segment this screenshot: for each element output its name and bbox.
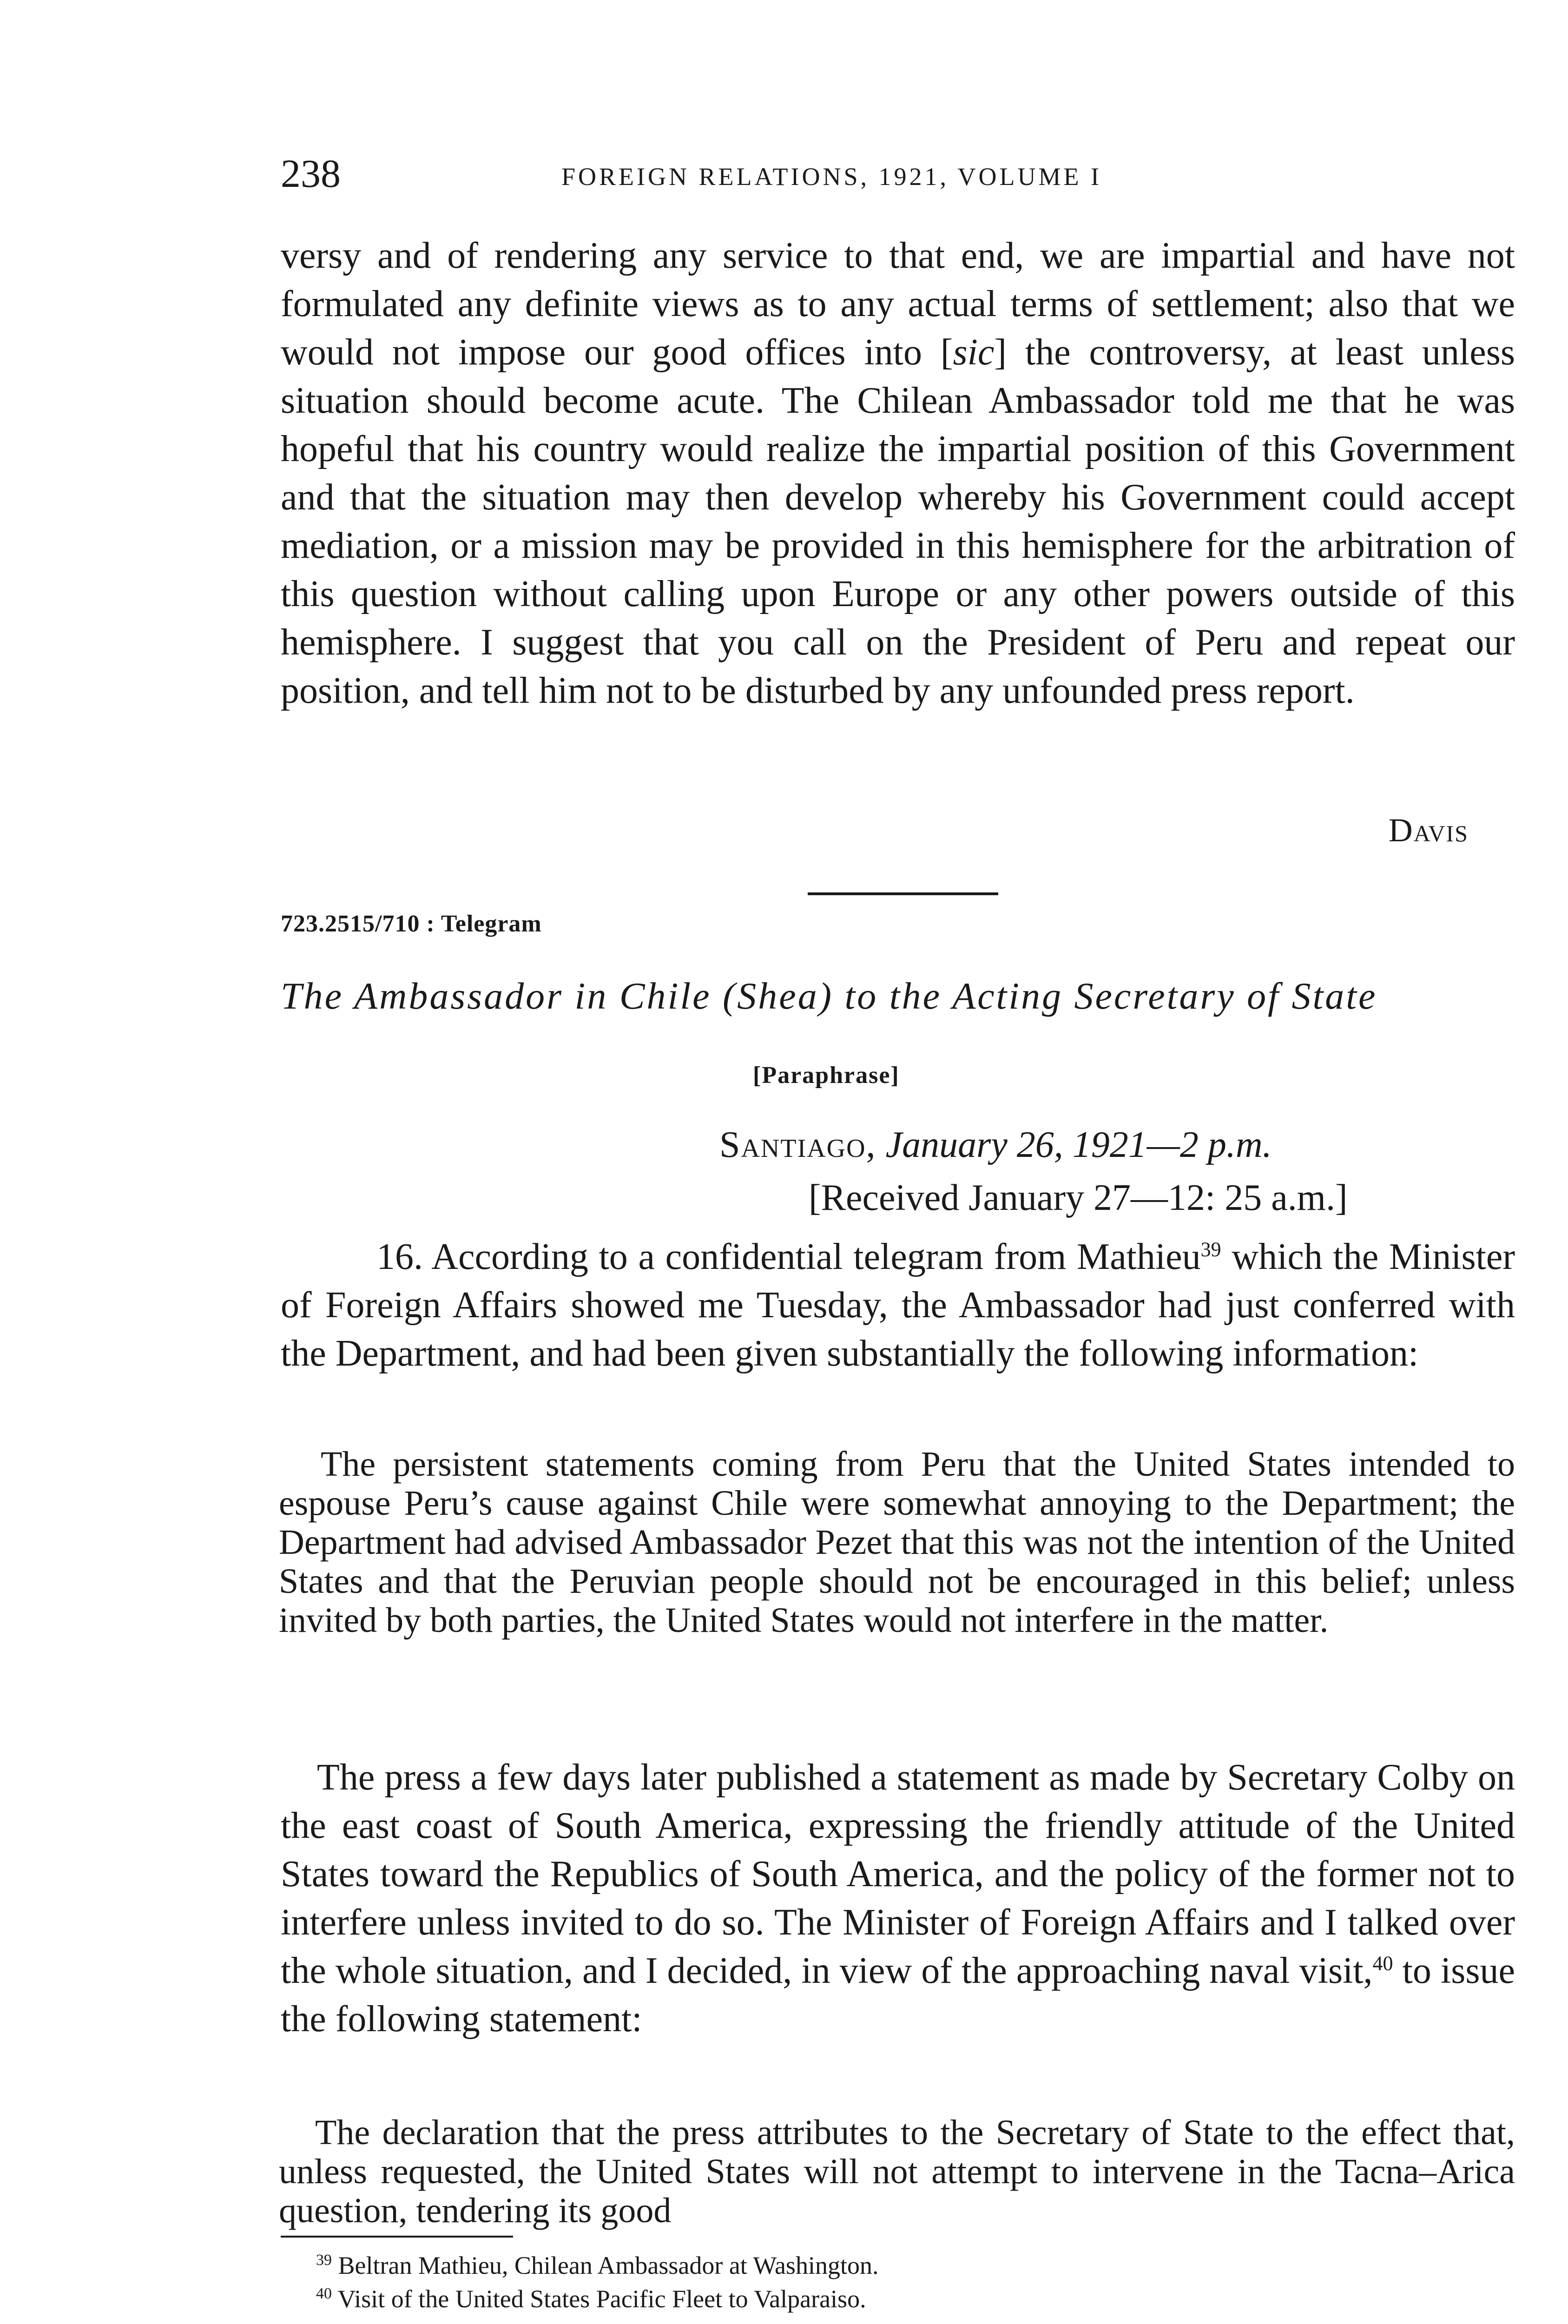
running-head: FOREIGN RELATIONS, 1921, VOLUME I <box>561 163 1102 191</box>
dateline-date: January 26, 1921—2 p.m. <box>885 1124 1272 1165</box>
file-reference: 723.2515/710 : Telegram <box>281 911 542 937</box>
dateline <box>719 1124 1272 1166</box>
paragraph-text: 16. According to a confidential telegram from Mathieu <box>376 1236 1201 1277</box>
sic-marker: sic <box>953 332 995 373</box>
footnote-ref: 39 <box>1200 1238 1221 1261</box>
paraphrase-label: [Paraphrase] <box>753 1062 900 1089</box>
footnote-ref: 40 <box>1372 1952 1393 1975</box>
footnote <box>316 2249 878 2282</box>
footnote-text: Beltran Mathieu, Chilean Ambassador at Washington. <box>338 2251 879 2279</box>
footnote-number: 39 <box>316 2251 332 2269</box>
paragraph-text: The press a few days later published a statement as made by Secretary Colby on the east coast of South America, expressing the friendly attitude of the United States toward the Republics of South America, and the policy of the former not to interfere unless invited to do so. The Minister of Foreign Affairs and I talked over the whole situation, and I decided, in view of the approaching naval visit, <box>281 1757 1515 1991</box>
paragraph-text: ] the controversy, at least unless situation should become acute. The Chilean Ambassador told me that he was hopeful that his country would realize the impartial position of this Government and that the situation may then develop whereby his Government could accept mediation, or a mission may be provided in this hemisphere for the arbitration of this question without calling upon Europe or any other powers outside of this hemisphere. I suggest that you call on the President of Peru and repeat our position, and tell him not to be disturbed by any unfounded press report. <box>281 332 1515 711</box>
document-title: The Ambassador in Chile (Shea) to the Acting Secretary of State <box>281 975 1377 1017</box>
dateline-place: Santiago, <box>719 1124 876 1165</box>
section-divider <box>808 892 998 895</box>
received-line: [Received January 27—12: 25 a.m.] <box>809 1177 1348 1218</box>
page-number: 238 <box>281 151 341 196</box>
paragraph-text: which the Minister of Foreign Affairs showed me Tuesday, the Ambassador had just conferred with the Department, and had been given substantially the following information: <box>281 1236 1515 1374</box>
block-quote: The declaration that the press attributes to the Secretary of State to the effect that, unless requested, the United States will not attempt to intervene in the Tacna–Arica question, tendering its good <box>279 2113 1515 2230</box>
footnotes <box>316 2249 878 2316</box>
footnote <box>316 2282 878 2316</box>
block-quote: The persistent statements coming from Peru that the United States intended to espouse Peru’s cause against Chile were somewhat annoying to the Department; the Department had advised Ambassador Pezet that this was not the intention of the United States and that the Peruvian people should not be encouraged in this belief; unless invited by both parties, the United States would not interfere in the matter. <box>279 1445 1515 1640</box>
telegram-paragraph <box>281 1233 1515 1378</box>
footnote-divider <box>281 2236 513 2238</box>
footnote-text: Visit of the United States Pacific Fleet to Valparaiso. <box>337 2285 866 2313</box>
page-header <box>281 148 1447 199</box>
signature: Davis <box>1388 812 1469 849</box>
paragraph-text: to issue the following statement: <box>281 1950 1515 2040</box>
paragraph-text: versy and of rendering any service to that end, we are impartial and have not formulated any definite views as to any actual terms of settlement; also that we would not impose our good offices into [ <box>281 235 1515 373</box>
telegram-paragraph <box>281 1753 1515 2043</box>
footnote-number: 40 <box>316 2285 332 2302</box>
paragraph-continuation <box>281 231 1515 715</box>
